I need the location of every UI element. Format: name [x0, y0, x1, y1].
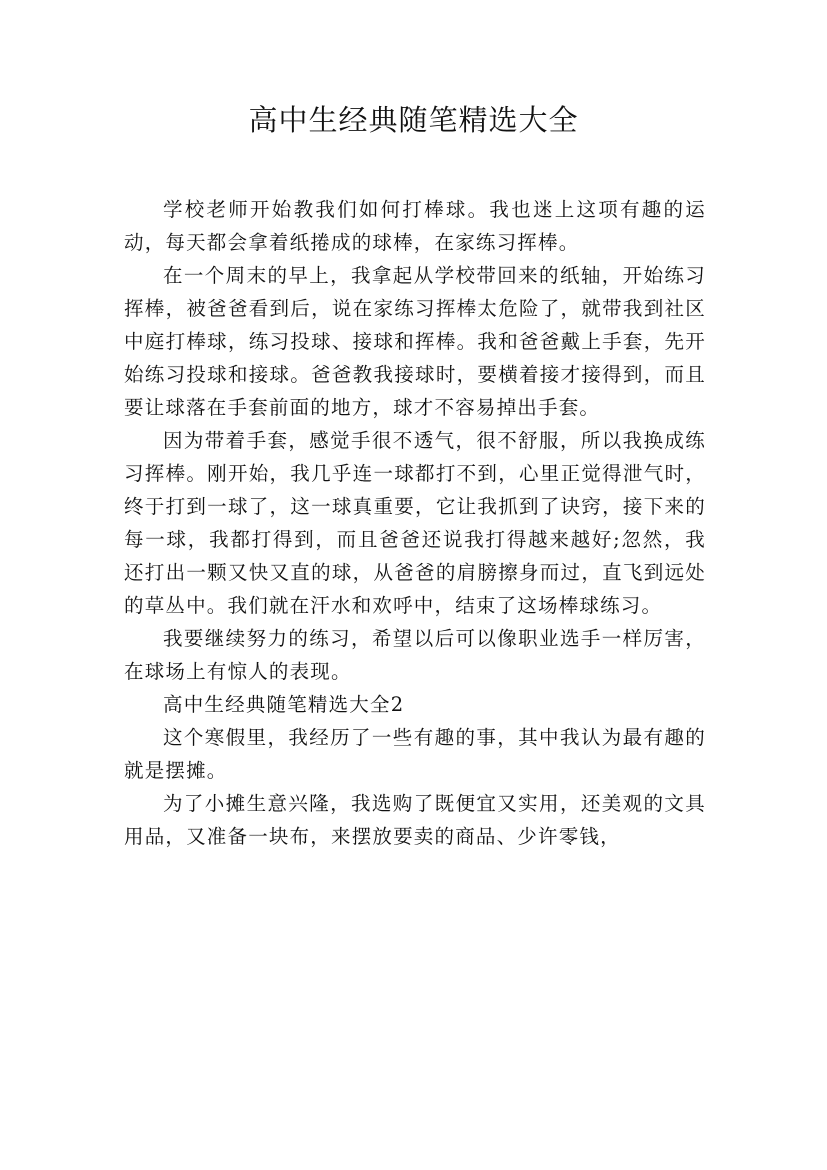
paragraph: 我要继续努力的练习，希望以后可以像职业选手一样厉害，在球场上有惊人的表现。 [124, 627, 706, 683]
section-heading: 高中生经典随笔精选大全2 [163, 693, 405, 716]
document-body [124, 193, 706, 853]
paragraph: 为了小摊生意兴隆，我选购了既便宜又实用，还美观的文具用品，又准备一块布，来摆放要卖的商品、少许零钱， [124, 792, 706, 848]
document-title: 高中生经典随笔精选大全 [248, 103, 579, 137]
paragraph: 这个寒假里，我经历了一些有趣的事，其中我认为最有趣的就是摆摊。 [124, 726, 706, 782]
paragraph: 在一个周末的早上，我拿起从学校带回来的纸轴，开始练习挥棒，被爸爸看到后，说在家练习挥棒太危险了，就带我到社区中庭打棒球，练习投球、接球和挥棒。我和爸爸戴上手套，先开始练习投球和接球。爸爸教我接球时，要横着接才接得到，而且要让球落在手套前面的地方，球才不容易掉出手套。 [124, 264, 706, 419]
paragraph: 因为带着手套，感觉手很不透气，很不舒服，所以我换成练习挥棒。刚开始，我几乎连一球都打不到，心里正觉得泄气时，终于打到一球了，这一球真重要，它让我抓到了诀窍，接下来的每一球，我都打得到，而且爸爸还说我打得越来越好;忽然，我还打出一颗又快又直的球，从爸爸的肩膀擦身而过，直飞到远处的草丛中。我们就在汗水和欢呼中，结束了这场棒球练习。 [124, 429, 706, 617]
paragraph: 学校老师开始教我们如何打棒球。我也迷上这项有趣的运动，每天都会拿着纸捲成的球棒，在家练习挥棒。 [124, 198, 706, 254]
